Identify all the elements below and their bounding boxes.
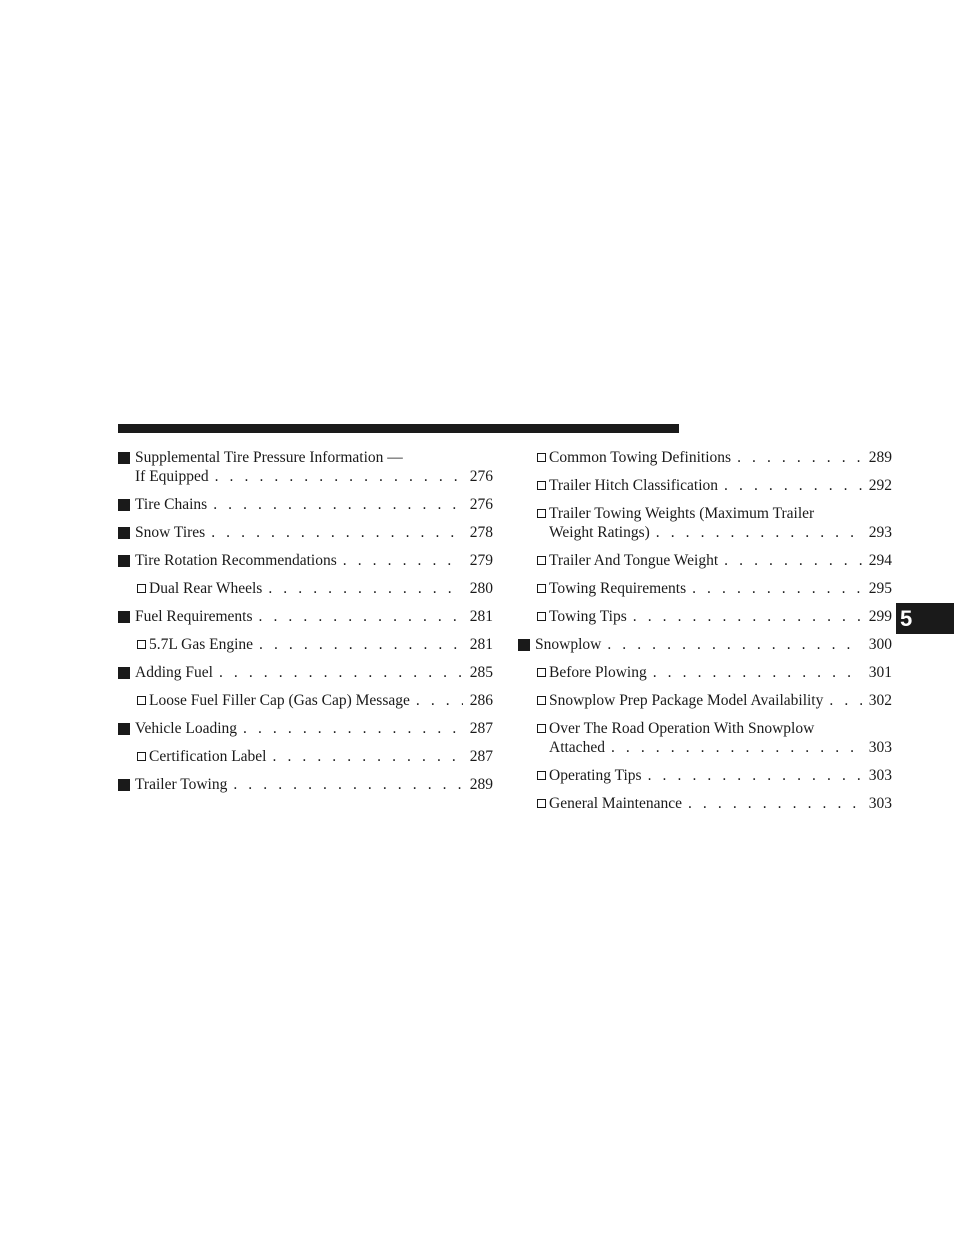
toc-entry[interactable]	[118, 775, 493, 794]
hollow-square-bullet-icon	[537, 612, 546, 621]
toc-entry-title: Snowplow Prep Package Model Availability	[549, 692, 824, 709]
toc-entry[interactable]	[118, 551, 493, 570]
toc-entry[interactable]	[118, 523, 493, 542]
toc-entry-title: Operating Tips	[549, 767, 642, 784]
hollow-square-bullet-icon	[537, 799, 546, 808]
toc-entry[interactable]	[118, 691, 493, 710]
dot-leader	[607, 635, 862, 654]
filled-square-bullet-icon	[118, 667, 130, 679]
toc-entry[interactable]	[518, 607, 892, 626]
hollow-square-bullet-icon	[537, 696, 546, 705]
filled-square-bullet-icon	[118, 723, 130, 735]
toc-entry-title: Before Plowing	[549, 664, 647, 681]
toc-page-number: 294	[868, 552, 892, 569]
toc-page-number: 303	[868, 767, 892, 784]
toc-entry-title: Weight Ratings)	[549, 524, 650, 541]
dot-leader	[233, 775, 463, 794]
toc-page-number: 299	[868, 608, 892, 625]
filled-square-bullet-icon	[118, 499, 130, 511]
toc-entry[interactable]	[518, 635, 892, 654]
dot-leader	[259, 607, 463, 626]
toc-entry-title-line: Supplemental Tire Pressure Information —	[135, 449, 403, 466]
toc-entry-title: Trailer Towing	[135, 776, 228, 793]
toc-entry[interactable]	[518, 551, 892, 570]
toc-entry-title: Towing Requirements	[549, 580, 687, 597]
dot-leader	[688, 794, 862, 813]
dot-leader	[273, 747, 464, 766]
hollow-square-bullet-icon	[537, 556, 546, 565]
toc-entry[interactable]	[118, 747, 493, 766]
dot-leader	[259, 635, 463, 654]
toc-page-number: 303	[868, 739, 892, 756]
filled-square-bullet-icon	[118, 779, 130, 791]
toc-entry-title: Certification Label	[149, 748, 267, 765]
toc-entry[interactable]	[518, 448, 892, 467]
filled-square-bullet-icon	[118, 452, 130, 464]
toc-entry-title: Fuel Requirements	[135, 608, 253, 625]
toc-page-number: 278	[469, 524, 493, 541]
hollow-square-bullet-icon	[537, 724, 546, 733]
filled-square-bullet-icon	[118, 555, 130, 567]
toc-entry-title: Trailer And Tongue Weight	[549, 552, 719, 569]
toc-entry-title: Vehicle Loading	[135, 720, 238, 737]
hollow-square-bullet-icon	[537, 771, 546, 780]
hollow-square-bullet-icon	[537, 509, 546, 518]
toc-entry-title: Tire Chains	[135, 496, 208, 513]
toc-entry[interactable]	[518, 794, 892, 813]
dot-leader	[219, 663, 463, 682]
toc-entry-title-line: Over The Road Operation With Snowplow	[549, 720, 815, 737]
hollow-square-bullet-icon	[137, 696, 146, 705]
toc-entry[interactable]	[118, 719, 493, 738]
dot-leader	[724, 476, 862, 495]
toc-entry[interactable]	[518, 766, 892, 785]
hollow-square-bullet-icon	[537, 453, 546, 462]
dot-leader	[648, 766, 862, 785]
filled-square-bullet-icon	[118, 611, 130, 623]
chapter-tab[interactable]: 5	[896, 603, 954, 634]
dot-leader	[633, 607, 862, 626]
hollow-square-bullet-icon	[537, 481, 546, 490]
toc-entry[interactable]	[118, 663, 493, 682]
toc-page-number: 289	[868, 449, 892, 466]
dot-leader	[343, 551, 463, 570]
toc-page-number: 293	[868, 524, 892, 541]
toc-page-number: 300	[868, 636, 892, 653]
toc-right-column	[518, 448, 892, 822]
toc-page-number: 281	[469, 608, 493, 625]
toc-entry-title: General Maintenance	[549, 795, 682, 812]
toc-entry[interactable]	[118, 448, 493, 486]
toc-page-number: 281	[469, 636, 493, 653]
toc-entry-title: Loose Fuel Filler Cap (Gas Cap) Message	[149, 692, 410, 709]
dot-leader	[737, 448, 862, 467]
toc-page-number: 285	[469, 664, 493, 681]
toc-page-number: 287	[469, 748, 493, 765]
toc-page-number: 276	[469, 468, 493, 485]
toc-entry-title: Common Towing Definitions	[549, 449, 732, 466]
toc-entry-title: Snow Tires	[135, 524, 206, 541]
toc-entry[interactable]	[518, 691, 892, 710]
hollow-square-bullet-icon	[537, 668, 546, 677]
toc-entry-title: Tire Rotation Recommendations	[135, 552, 337, 569]
dot-leader	[268, 579, 463, 598]
toc-entry-title: If Equipped	[135, 468, 209, 485]
toc-entry[interactable]	[118, 607, 493, 626]
dot-leader	[211, 523, 463, 542]
hollow-square-bullet-icon	[137, 640, 146, 649]
toc-entry[interactable]	[118, 579, 493, 598]
toc-page-number: 289	[469, 776, 493, 793]
header-rule	[118, 424, 679, 433]
toc-page-number: 301	[868, 664, 892, 681]
dot-leader	[829, 691, 862, 710]
toc-entry[interactable]	[518, 476, 892, 495]
toc-entry[interactable]	[518, 719, 892, 757]
toc-page-number: 279	[469, 552, 493, 569]
toc-page-number: 295	[868, 580, 892, 597]
dot-leader	[656, 523, 862, 542]
toc-entry[interactable]	[518, 663, 892, 682]
toc-page-number: 276	[469, 496, 493, 513]
dot-leader	[416, 691, 463, 710]
dot-leader	[653, 663, 862, 682]
toc-entry-title: Towing Tips	[549, 608, 627, 625]
toc-entry-title: Attached	[549, 739, 605, 756]
dot-leader	[692, 579, 862, 598]
toc-entry[interactable]	[118, 635, 493, 654]
hollow-square-bullet-icon	[537, 584, 546, 593]
toc-page-number: 302	[868, 692, 892, 709]
toc-page-number: 287	[469, 720, 493, 737]
dot-leader	[213, 495, 463, 514]
toc-page-number: 280	[469, 580, 493, 597]
hollow-square-bullet-icon	[137, 752, 146, 761]
filled-square-bullet-icon	[518, 639, 530, 651]
toc-entry[interactable]	[518, 579, 892, 598]
dot-leader	[243, 719, 463, 738]
toc-entry-title: 5.7L Gas Engine	[149, 636, 254, 653]
toc-entry-title: Snowplow	[535, 636, 602, 653]
dot-leader	[215, 467, 463, 486]
filled-square-bullet-icon	[118, 527, 130, 539]
toc-page-number: 292	[868, 477, 892, 494]
dot-leader	[724, 551, 862, 570]
toc-entry-title: Trailer Hitch Classification	[549, 477, 719, 494]
toc-entry[interactable]	[518, 504, 892, 542]
toc-entry-title-line: Trailer Towing Weights (Maximum Trailer	[549, 505, 815, 522]
toc-entry[interactable]	[118, 495, 493, 514]
toc-left-column	[118, 448, 493, 803]
toc-page-number: 303	[868, 795, 892, 812]
hollow-square-bullet-icon	[137, 584, 146, 593]
dot-leader	[611, 738, 862, 757]
toc-entry-title: Dual Rear Wheels	[149, 580, 263, 597]
toc-entry-title: Adding Fuel	[135, 664, 213, 681]
toc-page-number: 286	[469, 692, 493, 709]
